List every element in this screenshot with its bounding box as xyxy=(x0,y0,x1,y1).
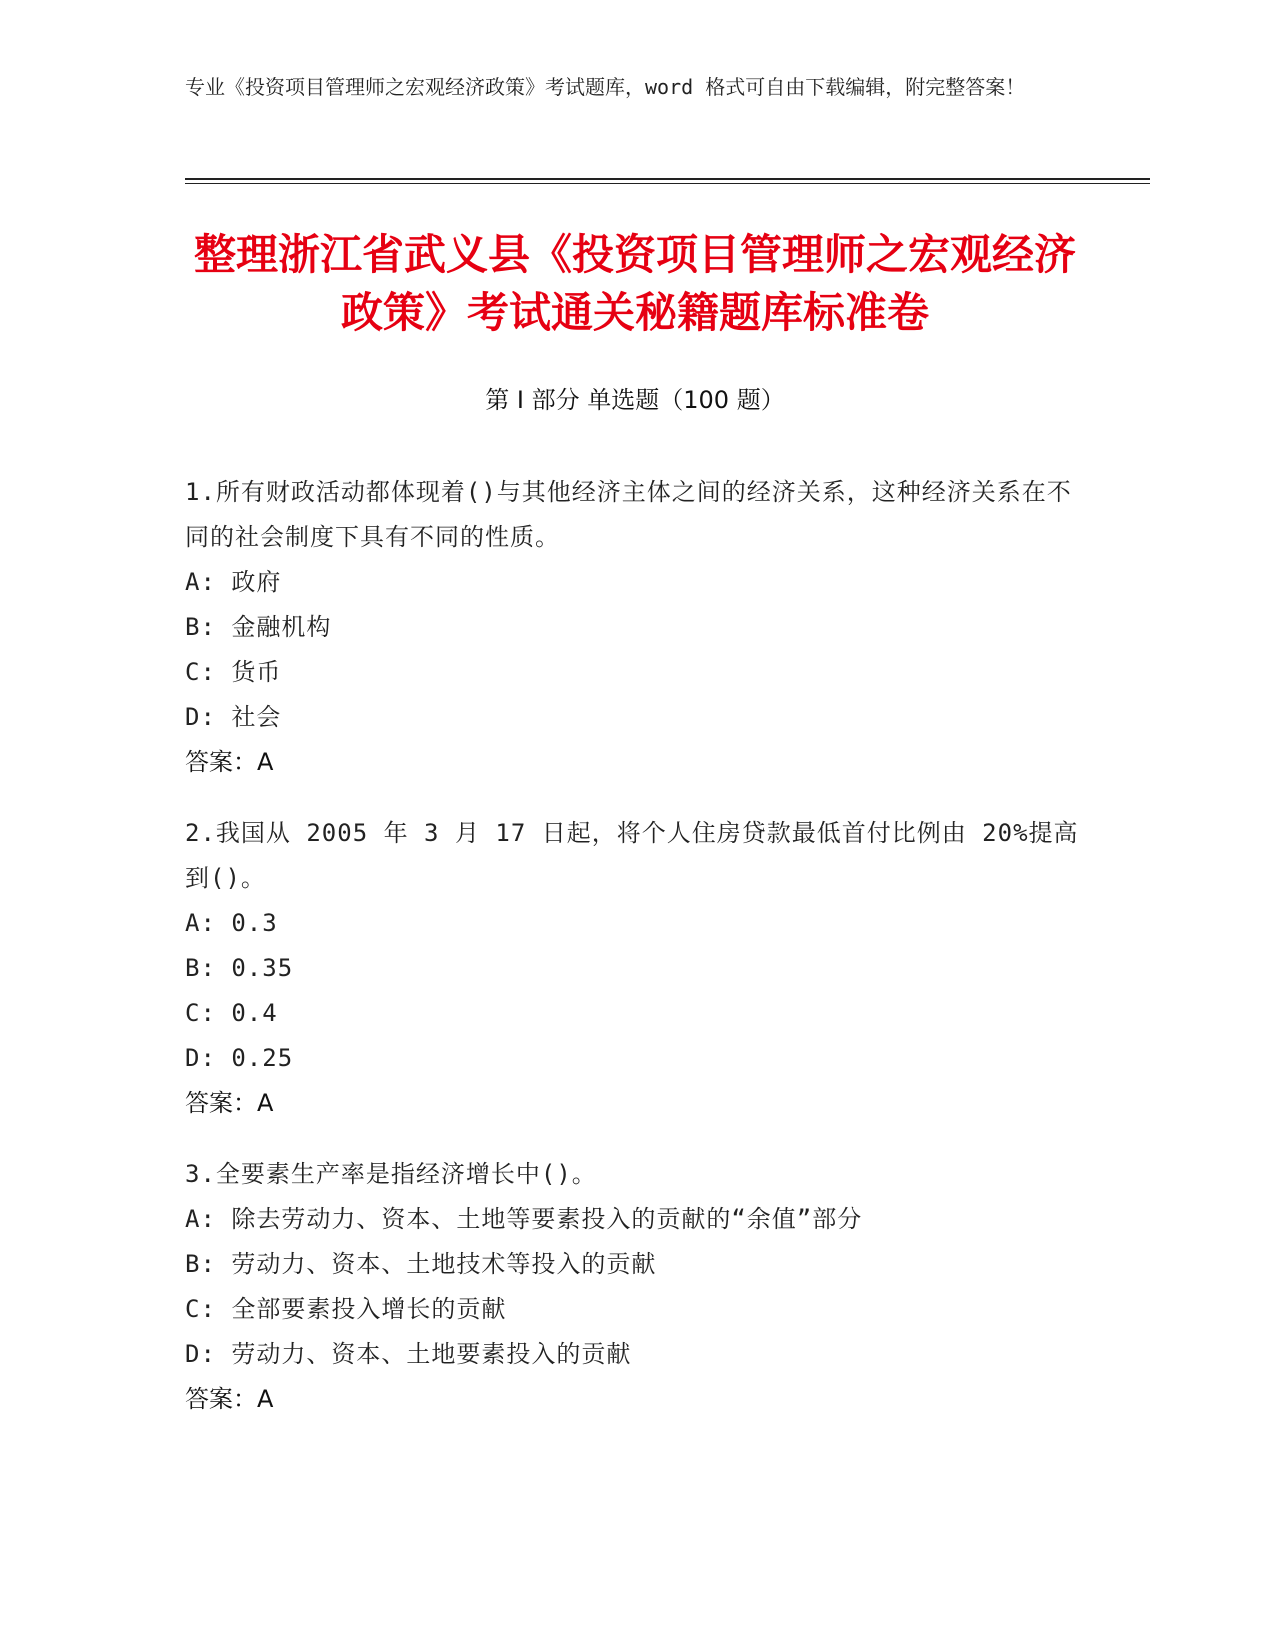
question-1 xyxy=(185,470,1085,785)
header-divider-thick xyxy=(185,178,1150,180)
option-c: C: 0.4 xyxy=(185,999,278,1027)
question-list xyxy=(185,470,1085,1448)
header-note: 专业《投资项目管理师之宏观经济政策》考试题库，word 格式可自由下载编辑，附完整答案！ xyxy=(185,75,1026,99)
section-heading: 第 I 部分 单选题（100 题） xyxy=(485,386,785,414)
option-a: A: 除去劳动力、资本、土地等要素投入的贡献的“余值”部分 xyxy=(185,1205,863,1233)
option-b: B: 劳动力、资本、土地技术等投入的贡献 xyxy=(185,1250,657,1278)
option-b: B: 金融机构 xyxy=(185,613,332,641)
question-stem: 3.全要素生产率是指经济增长中()。 xyxy=(185,1160,597,1188)
question-2 xyxy=(185,811,1085,1126)
option-b: B: 0.35 xyxy=(185,954,294,982)
option-d: D: 0.25 xyxy=(185,1044,294,1072)
answer: 答案：A xyxy=(185,1385,274,1413)
question-stem: 2.我国从 2005 年 3 月 17 日起，将个人住房贷款最低首付比例由 20%提高到()。 xyxy=(185,819,1079,892)
option-d: D: 社会 xyxy=(185,703,282,731)
question-stem: 1.所有财政活动都体现着()与其他经济主体之间的经济关系，这种经济关系在不同的社会制度下具有不同的性质。 xyxy=(185,478,1072,551)
document-title: 整理浙江省武义县《投资项目管理师之宏观经济政策》考试通关秘籍题库标准卷 xyxy=(193,230,1076,337)
option-c: C: 全部要素投入增长的贡献 xyxy=(185,1295,507,1323)
option-a: A: 0.3 xyxy=(185,909,278,937)
answer: 答案：A xyxy=(185,748,274,776)
option-a: A: 政府 xyxy=(185,568,282,596)
header-divider-thin xyxy=(185,183,1150,184)
option-d: D: 劳动力、资本、土地要素投入的贡献 xyxy=(185,1340,632,1368)
answer: 答案：A xyxy=(185,1089,274,1117)
option-c: C: 货币 xyxy=(185,658,282,686)
question-3 xyxy=(185,1152,1085,1422)
